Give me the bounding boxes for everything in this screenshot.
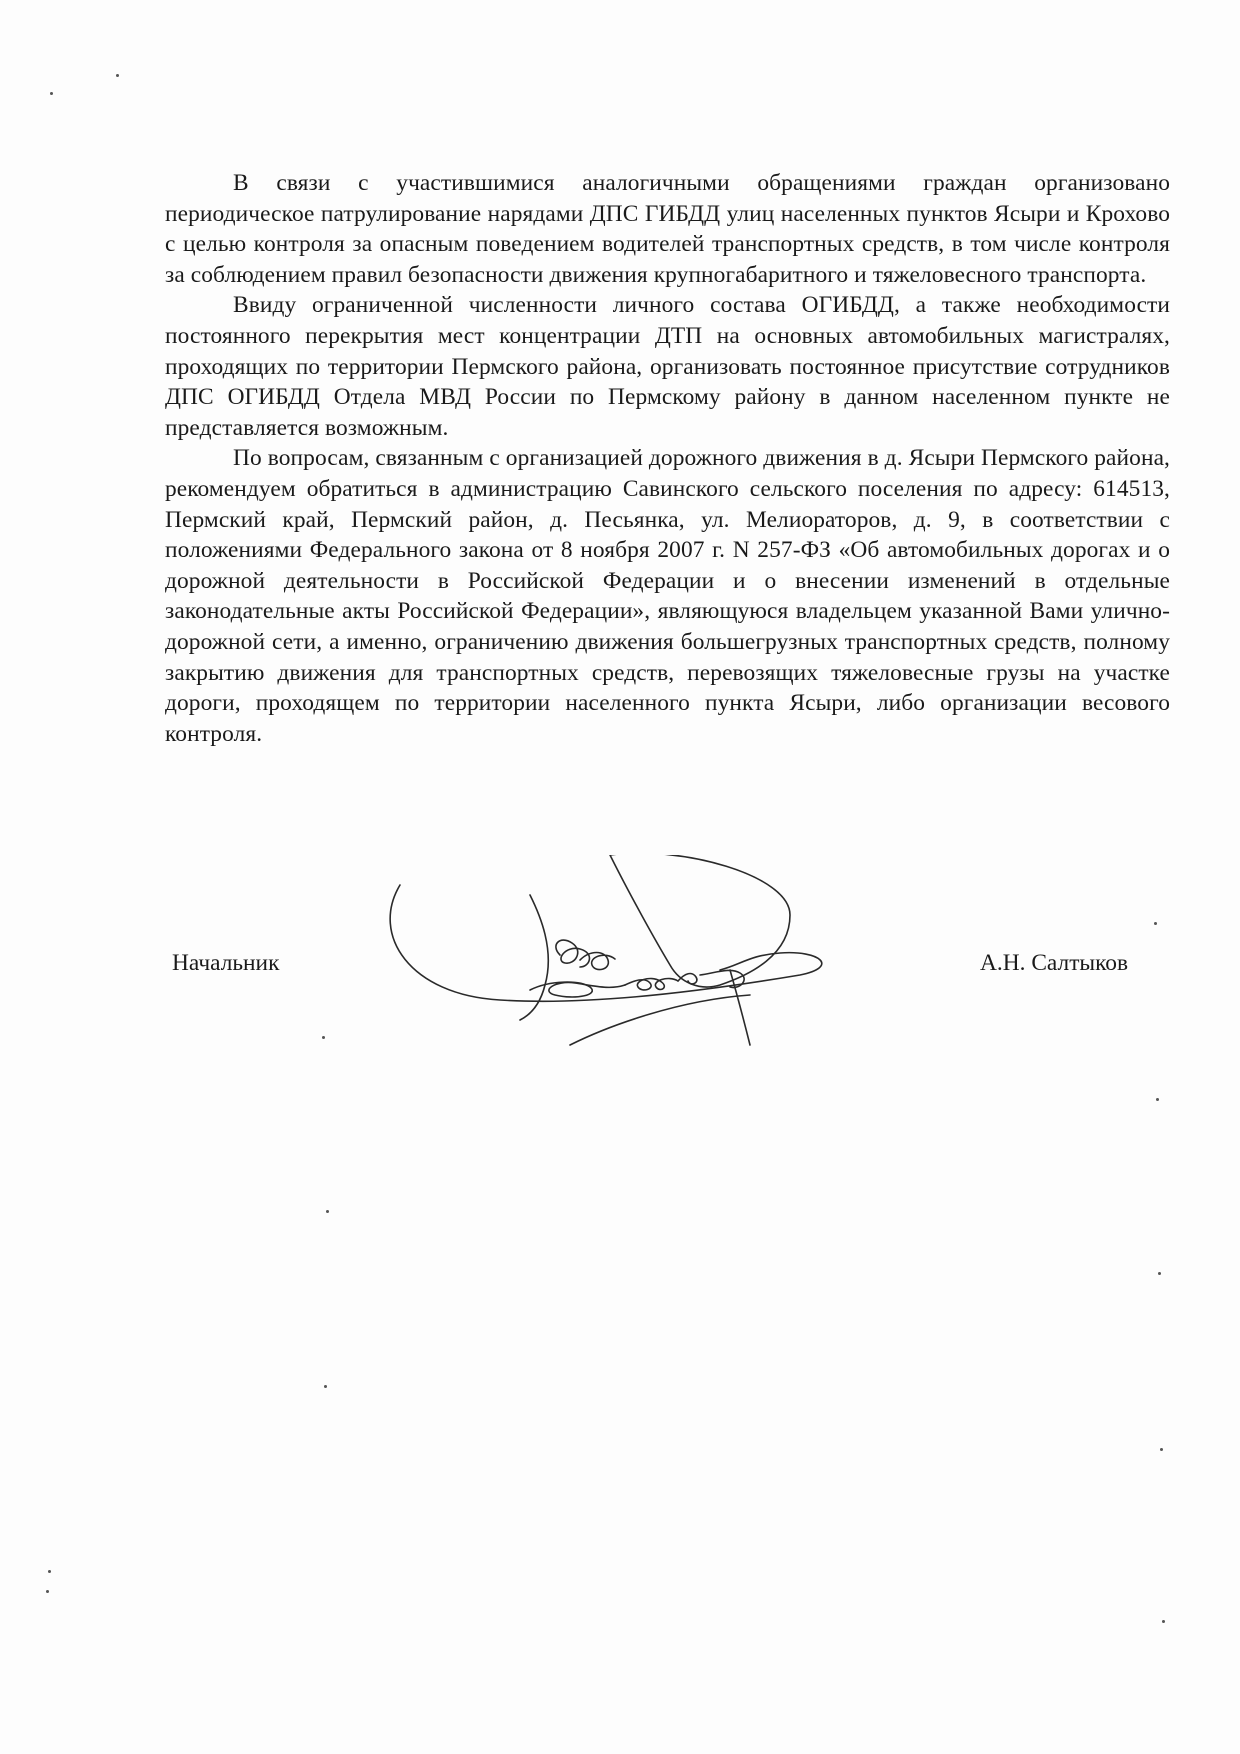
- scan-speck: [324, 1385, 327, 1388]
- paragraph-staffing: Ввиду ограниченной численности личного состава ОГИБДД, а также необходимости постоянного перекрытия мест концентрации ДТП на основных автомобильных магистралях, проходящих по территории Пермского района, организовать постоянное присутствие сотрудников ДПС ОГИБДД Отдела МВД России по Пермскому району в данном населенном пункте не представляется возможным.: [165, 292, 1170, 441]
- scan-speck: [1154, 922, 1157, 925]
- scan-speck: [48, 1570, 51, 1573]
- signatory-position: Начальник: [172, 950, 280, 976]
- scan-speck: [1156, 1098, 1159, 1101]
- scan-speck: [326, 1210, 329, 1213]
- signatory-name: А.Н. Салтыков: [980, 950, 1129, 976]
- scan-speck: [116, 74, 119, 77]
- handwritten-signature: [380, 855, 850, 1055]
- scan-speck: [46, 1590, 49, 1593]
- paragraph-recommendation: По вопросам, связанным с организацией дорожного движения в д. Ясыри Пермского района, рекомендуем обратиться в администрацию Савинского сельского поселения по адресу: 614513, Пермский край, Пермский район, д. Песьянка, ул. Мелиораторов, д. 9, в соответствии с положениями Федерального закона от 8 ноября 2007 г. N 257-ФЗ «Об автомобильных дорогах и о дорожной деятельности в Российской Федерации и о внесении изменений в отдельные законодательные акты Российской Федерации», являющуюся владельцем указанной Вами улично-дорожной сети, а именно, ограничению движения большегрузных транспортных средств, полному закрытию движения для транспортных средств, перевозящих тяжеловесные грузы на участке дороги, проходящем по территории населенного пункта Ясыри, либо организации весового контроля.: [165, 445, 1170, 747]
- scan-speck: [1162, 1620, 1165, 1623]
- scan-speck: [1160, 1448, 1163, 1451]
- scan-speck: [1158, 1272, 1161, 1275]
- letter-body: [165, 168, 1170, 749]
- scan-speck: [50, 92, 53, 95]
- paragraph-patrol: В связи с участившимися аналогичными обращениями граждан организовано периодическое патрулирование нарядами ДПС ГИБДД улиц населенных пунктов Ясыри и Крохово с целью контроля за опасным поведением водителей транспортных средств, в том числе контроля за соблюдением правил безопасности движения крупногабаритного и тяжеловесного транспорта.: [165, 170, 1170, 288]
- scan-speck: [322, 1036, 325, 1039]
